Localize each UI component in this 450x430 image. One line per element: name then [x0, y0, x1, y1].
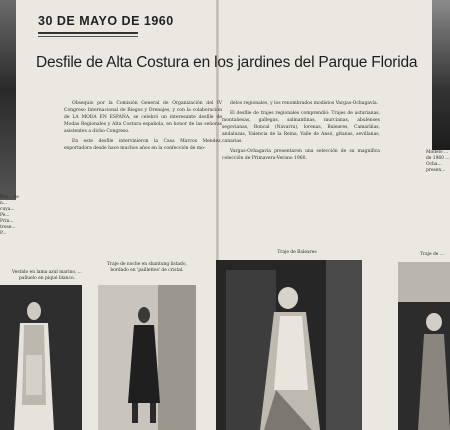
caption-left-edge: Fra... de n... cuya... Pe... Prin... trese... P...: [0, 195, 19, 236]
photo-top-left: [0, 0, 16, 200]
article-column-1: [64, 100, 222, 155]
paragraph: Vargas-Ochagavía presentaron una selección de su magnífica colección de Primavera-Verano 1960.: [222, 149, 380, 161]
caption-right-edge: Modelo ... de 1960 ... Ocha... presen...: [426, 150, 450, 173]
photo-top-right: [432, 0, 450, 150]
photo-costume-right: [398, 262, 450, 430]
paragraph: delos regionales, y los renombrados modistos Vargas-Ochagavía.: [230, 101, 379, 106]
paragraph: Obsequio por la Comisión General de Organización del IV Congreso Internacional de Riegos y Drenajes, y con la colaboración de LA MODA EN ESPAÑA, se celebró un interesante desfile de Modas Regionales y Alta Costura española, en honor de las señoras asistentes a dicho Congreso.: [64, 101, 222, 134]
article-headline: Desfile de Alta Costura en los jardines del Parque Florida: [36, 54, 418, 71]
caption-photo-3: Traje de Baleares: [277, 250, 317, 255]
caption-photo-4: Traje de ...: [420, 252, 444, 257]
date-rule-thin: [38, 36, 138, 37]
photo-baleares-costume: [216, 260, 362, 430]
model-figure-2: [98, 285, 196, 430]
paragraph: El desfile de trajes regionales comprendió: Trajes de asturianas, montañesas, gallegas, salmantinas, murcianas, abulenses segovianas, Roncal (Navarra), lorenas, Baleares, Camariñas, andaluzas, Valencia de la Reina, Valle de Ansó, gitanas, sevillanas, canarias.: [222, 111, 380, 144]
article-column-2: [222, 100, 380, 165]
photo-model-blue-dress: [0, 285, 82, 430]
date-rule: [38, 32, 138, 34]
model-figure-1: [0, 285, 82, 430]
caption-photo-1: Vestido en lama azul marino, ... pañuelo en piqué blanco.: [12, 270, 82, 281]
paragraph: En este desfile intervinieron la Casa Marcos Mendez, exportadora desde hace muchos años en la confección de mo-: [64, 139, 222, 151]
photo-model-evening-gown: [98, 285, 196, 430]
model-figure-3: [216, 260, 362, 430]
model-figure-4: [398, 262, 450, 430]
caption-photo-2: Traje de noche en shantung listado, bordado en 'paillettes' de cristal.: [107, 262, 187, 273]
issue-date: 30 DE MAYO DE 1960: [38, 14, 174, 28]
